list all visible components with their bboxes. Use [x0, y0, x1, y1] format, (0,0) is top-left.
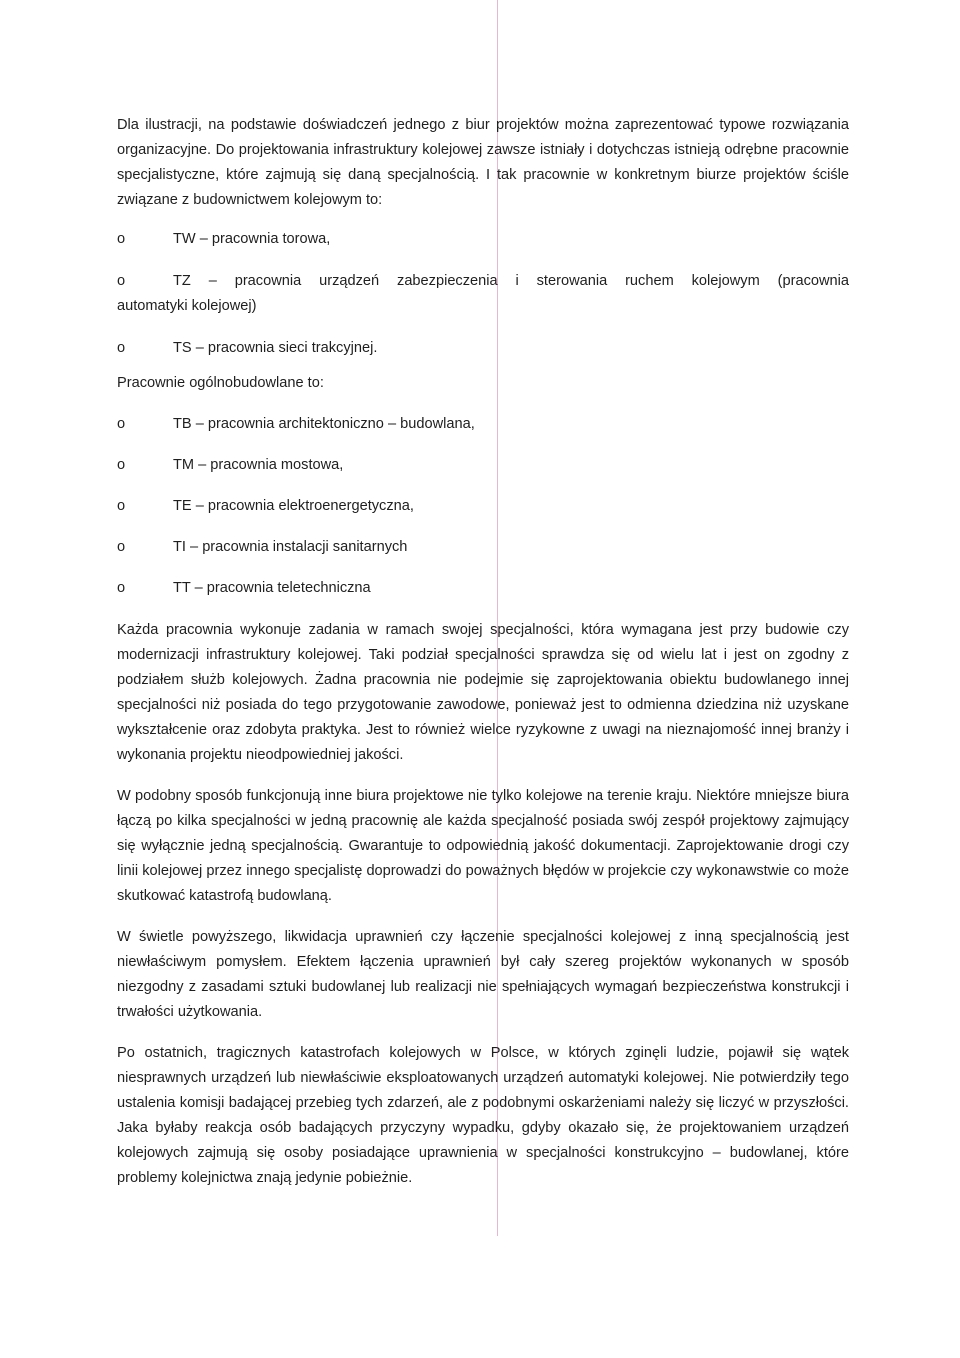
list-item-continuation: automatyki kolejowej) — [117, 298, 257, 314]
list-item — [117, 336, 849, 361]
list-item-text: TI – pracownia instalacji sanitarnych — [173, 539, 408, 555]
paragraph-other-offices: W podobny sposób funkcjonują inne biura projektowe nie tylko kolejowe na terenie kraju. Niektóre mniejsze biura łączą po kilka specjalności w jedną pracownię ale każda specjalność posiada swój zespół projektowy zajmujący się wyłącznie jedną specjalnością. Gwarantuje to odpowiednią jakość dokumentacji. Zaprojektowanie drogi czy linii kolejowej przez innego specjalistę doprowadzi do poważnych błędów w projekcie czy wykonawstwie co może skutkować katastrofą budowlaną. — [117, 788, 849, 904]
paragraph-licenses: W świetle powyższego, likwidacja uprawnień czy łączenie specjalności kolejowej z inną specjalnością jest niewłaściwym pomysłem. Efektem łączenia uprawnień był cały szereg projektów wykonanych w sposób niezgodny z zasadami sztuki budowlanej lub realizacji nie spełniających wymagań bezpieczeństwa konstrukcji i trwałości użytkowania. — [117, 929, 849, 1020]
list-item-text: TB – pracownia architektoniczno – budowlana, — [173, 416, 475, 432]
bullet: o — [117, 273, 126, 289]
intro-paragraph: Dla ilustracji, na podstawie doświadczeń jednego z biur projektów można zaprezentować typowe rozwiązania organizacyjne. Do projektowania infrastruktury kolejowej zawsze istniały i dotychczas istnieją odrębne pracownie specjalistyczne, które zajmują się daną specjalnością. I tak pracownie w konkretnym biurze projektów ściśle związane z budownictwem kolejowym to: — [117, 117, 849, 208]
list-item — [117, 535, 849, 560]
bullet: o — [117, 539, 126, 555]
paragraph-specialization: Każda pracownia wykonuje zadania w ramach swojej specjalności, która wymagana jest przy budowie czy modernizacji infrastruktury kolejowej. Taki podział specjalności sprawdza się od wielu lat i jest on zgodny z podziałem służb kolejowych. Żadna pracownia nie podejmie się zaprojektowania obiektu budowlanego innej specjalności niż posiada do tego przygotowanie zawodowe, ponieważ jest to odmienna dziedzina niż uzyskane wykształcenie oraz zdobyta praktyka. Jest to również wielce ryzykowne z uwagi na nieznajomość innej branży i wykonania projektu nieodpowiedniej jakości. — [117, 622, 849, 763]
list-item — [117, 412, 849, 437]
list-item-text: TS – pracownia sieci trakcyjnej. — [173, 340, 378, 356]
list-item-text: TE – pracownia elektroenergetyczna, — [173, 498, 414, 514]
general-units-list — [117, 412, 849, 601]
bullet: o — [117, 457, 126, 473]
list-item — [117, 269, 849, 319]
bullet: o — [117, 416, 126, 432]
list-item-text: TT – pracownia teletechniczna — [173, 580, 371, 596]
list-item — [117, 494, 849, 519]
railway-units-list — [117, 227, 849, 361]
document-page — [117, 113, 849, 1191]
bullet: o — [117, 580, 126, 596]
bullet: o — [117, 231, 126, 247]
list-item-text: TW – pracownia torowa, — [173, 231, 331, 247]
list-item — [117, 576, 849, 601]
bullet: o — [117, 498, 126, 514]
paragraph-catastrophes: Po ostatnich, tragicznych katastrofach kolejowych w Polsce, w których zginęli ludzie, pojawił się wątek niesprawnych urządzeń lub niewłaściwie eksploatowanych urządzeń automatyki kolejowej. Nie potwierdziły tego ustalenia komisji badającej przebieg tych zdarzeń, ale z podobnymi oskarżeniami należy się liczyć w przyszłości. Jaka byłaby reakcja osób badających przyczyny wypadku, gdyby okazało się, że projektowaniem urządzeń kolejowych zajmują się osoby posiadające uprawnienia w specjalności konstrukcyjno – budowlanej, które problemy kolejnictwa znają jedynie pobieżnie. — [117, 1045, 849, 1186]
list-item — [117, 453, 849, 478]
list-item — [117, 227, 849, 252]
general-units-heading: Pracownie ogólnobudowlane to: — [117, 375, 324, 391]
bullet: o — [117, 340, 126, 356]
list-item-text: TZ – pracownia urządzeń zabezpieczenia i sterowania ruchem kolejowym (pracownia — [173, 273, 849, 289]
list-item-text: TM – pracownia mostowa, — [173, 457, 344, 473]
